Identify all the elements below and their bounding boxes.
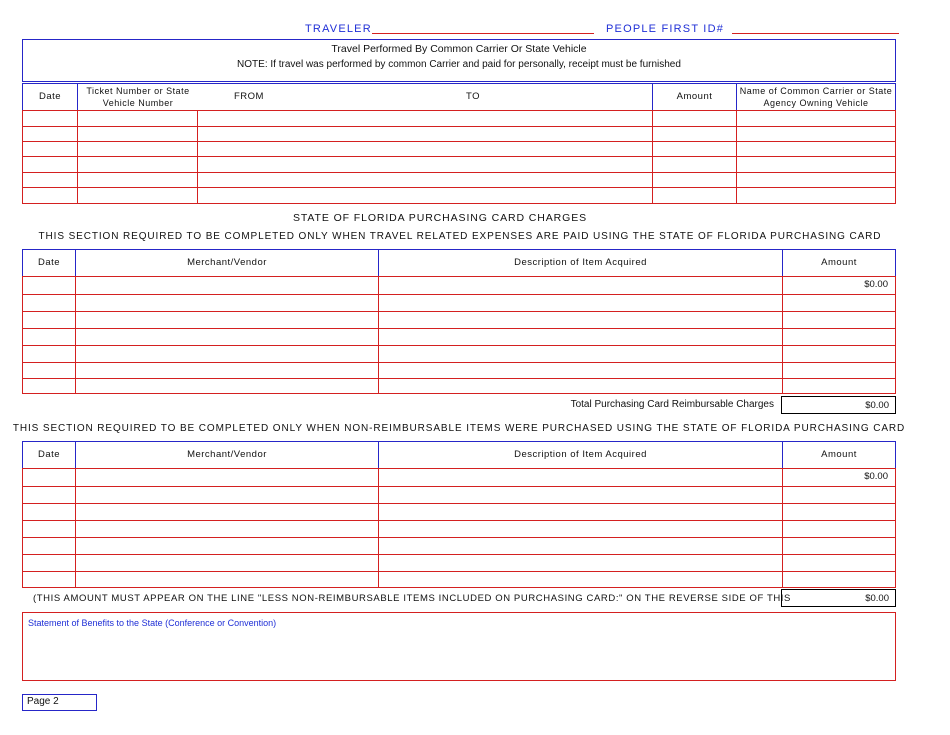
nonreimb-note: (THIS AMOUNT MUST APPEAR ON THE LINE "LESS NON-REIMBURSABLE ITEMS INCLUDED ON PURCHASING CARD:" ON THE REVERSE SIDE OF THIS xyxy=(33,593,791,604)
pcard-total-box xyxy=(781,396,896,414)
nonreimb-col-merchant: Merchant/Vendor xyxy=(187,449,267,460)
col-ticket-number: Ticket Number or State Vehicle Number xyxy=(86,86,190,108)
pcard-header-row xyxy=(22,249,896,277)
nonreimb-col-description: Description of Item Acquired xyxy=(514,449,647,460)
traveler-label: TRAVELER xyxy=(305,23,372,35)
col-carrier-name: Name of Common Carrier or State Agency Owning Vehicle xyxy=(739,86,893,108)
page-number: Page 2 xyxy=(27,696,59,707)
common-carrier-grid[interactable] xyxy=(22,110,896,204)
col-from: FROM xyxy=(234,91,264,102)
pcard-total-value: $0.00 xyxy=(865,400,889,411)
benefits-label: Statement of Benefits to the State (Conference or Convention) xyxy=(28,618,277,628)
pcard-grid[interactable] xyxy=(22,276,896,394)
pcard-col-date: Date xyxy=(37,257,61,268)
col-to: TO xyxy=(465,91,481,102)
pcard-col-amount: Amount xyxy=(821,257,857,268)
nonreimb-col-amount: Amount xyxy=(821,449,857,460)
col-amount: Amount xyxy=(676,91,713,102)
common-carrier-header-row xyxy=(22,83,896,111)
page-number-box xyxy=(22,694,97,711)
people-first-id-input-line[interactable] xyxy=(732,33,899,34)
nonreimb-total-box xyxy=(781,589,896,607)
nonreimb-col-date: Date xyxy=(37,449,61,460)
pcard-row1-amount: $0.00 xyxy=(864,279,888,290)
nonreimb-header-row xyxy=(22,441,896,469)
common-carrier-title-box xyxy=(22,39,896,82)
nonreimb-subtitle: THIS SECTION REQUIRED TO BE COMPLETED ONLY WHEN NON-REIMBURSABLE ITEMS WERE PURCHASED USING THE STATE OF FLORIDA PURCHASING CARD xyxy=(12,423,906,434)
nonreimb-row1-amount: $0.00 xyxy=(864,471,888,482)
benefits-box[interactable] xyxy=(22,612,896,681)
pcard-col-description: Description of Item Acquired xyxy=(514,257,647,268)
pcard-col-merchant: Merchant/Vendor xyxy=(187,257,267,268)
nonreimb-grid[interactable] xyxy=(22,468,896,588)
common-carrier-title: Travel Performed By Common Carrier Or State Vehicle xyxy=(331,43,587,55)
pcard-title: STATE OF FLORIDA PURCHASING CARD CHARGES xyxy=(292,212,588,224)
pcard-total-label: Total Purchasing Card Reimbursable Charges xyxy=(570,399,774,410)
traveler-input-line[interactable] xyxy=(372,33,594,34)
people-first-id-label: PEOPLE FIRST ID# xyxy=(606,23,725,35)
pcard-subtitle: THIS SECTION REQUIRED TO BE COMPLETED ONLY WHEN TRAVEL RELATED EXPENSES ARE PAID USING THE STATE OF FLORIDA PURCHASING CARD xyxy=(38,231,882,242)
nonreimb-total-value: $0.00 xyxy=(865,593,889,604)
col-date: Date xyxy=(38,91,62,102)
common-carrier-note: NOTE: If travel was performed by common Carrier and paid for personally, receipt must be furnished xyxy=(237,59,681,70)
